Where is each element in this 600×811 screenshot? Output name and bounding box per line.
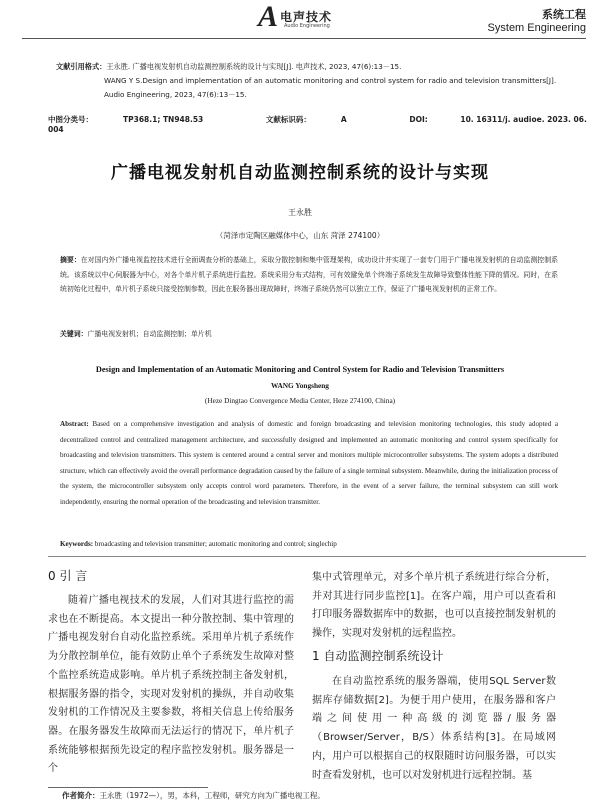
- keywords-cn: [60, 328, 558, 338]
- doi-value: 10. 16311/j. audioe. 2023. 06. 004: [48, 115, 587, 134]
- author-en: WANG Yongsheng: [271, 381, 329, 390]
- abstract-en: [60, 417, 558, 511]
- keywords-en-text: broadcasting and television transmitter; automatic monitoring and control; singlechip: [94, 540, 337, 548]
- abstract-en-text: Based on a comprehensive investigation and analysis of domestic and foreign broadcasting and television monitoring technologies, this study adopted a decentralized control and centralized management architecture, and successfully designed and implemented an automatic monitoring and control system specifically for broadcasting and television transmitters. This system is centered around a central server and monitors multiple microcontroller subsystems. The system adopts a distributed structure, which can effectively avoid the overall performance degradation caused by the failure of a single terminal subsystem. Meanwhile, during the initialization process of the system, the microcontroller subsystem only accepts control word parameters. Therefore, in the event of a server failure, the terminal subsystem can still work independently, ensuring the normal operation of the broadcasting and television transmitter.: [60, 420, 558, 506]
- divider: [48, 556, 586, 557]
- journal-logo: [258, 0, 348, 33]
- affiliation-en: (Heze Dingtao Convergence Media Center, Heze 274100, China): [204, 396, 396, 405]
- abstract-en-label: Abstract:: [60, 420, 89, 428]
- keywords-cn-label: 关键词：: [60, 330, 88, 338]
- body-right-top: [312, 569, 556, 644]
- citation-label: 文献引用格式：: [56, 62, 107, 71]
- doc-code: A: [340, 115, 347, 124]
- affiliation-cn: （菏泽市定陶区融媒体中心，山东 菏泽 274100）: [215, 231, 385, 240]
- citation-cn: 王永胜. 广播电视发射机自动监测控制系统的设计与实现[J]. 电声技术, 2023, 47(6):13－15.: [106, 62, 402, 71]
- body-left-column: [48, 592, 294, 779]
- citation-en-1: WANG Y S.Design and implementation of an automatic monitoring and control system for radio and television transmitters[J].: [104, 76, 557, 85]
- section-en: System Engineering: [487, 22, 586, 34]
- abstract-cn-text: 在对国内外广播电视监控技术进行全面调查分析的基础上，采取分散控制和集中管理架构，成功设计并实现了一套专门用于广播电视发射机的自动监测控制系统。该系统以中心伺服器为中心，对各个单片机子系统进行监控。系统采用分布式结构，可有效避免单个终端子系统发生故障导致整体性能下降的情况。同时，在系统初始化过程中，单片机子系统只接受控制参数，因此在服务器出现故障时，终端子系统仍然可以独立工作，保证了广播电视发射机的正常工作。: [60, 256, 559, 293]
- title-en: Design and Implementation of an Automatic Monitoring and Control System for Radio and Television Transmitters: [95, 365, 505, 374]
- body-right-bottom: [312, 673, 556, 785]
- logo-subtitle: Audio Engineering: [284, 23, 330, 29]
- section-0-text: 随着广播电视技术的发展，人们对其进行监控的需求也在不断提高。本文提出一种分散控制、集中管理的广播电视发射台自动化监控系统。采用单片机子系统作为分散控制单位，能有效防止单个子系统发生故障对整个监控系统造成影响。单片机子系统控制主备发射机，根据服务器的指令，实现对发射机的操纵，并自动收集发射机的工作情况及主要参数，将相关信息上传给服务器。在服务器发生故障而无法运行的情况下，单片机子系统能够根据预先设定的程序监控发射机。服务器是一个: [48, 595, 294, 775]
- doc-code-label: 文献标识码：: [265, 115, 311, 124]
- classification-row: [48, 114, 600, 134]
- keywords-en-label: Keywords:: [60, 540, 94, 548]
- footnote-rule: [48, 787, 208, 788]
- footnote: [62, 790, 325, 801]
- keywords-en: [60, 540, 558, 548]
- section-0-heading: 0 引 言: [48, 569, 88, 583]
- doi-label: DOI:: [409, 115, 428, 124]
- citation-block: [56, 60, 566, 102]
- section-heading: [488, 6, 586, 34]
- footnote-text: 王永胜（1972—），男，本科，工程师，研究方向为广播电视工程。: [99, 791, 325, 800]
- abstract-cn: [60, 253, 558, 297]
- logo-text: 电声技术: [280, 10, 333, 24]
- logo-letter: A: [258, 0, 279, 33]
- header-rule: [22, 38, 586, 39]
- abstract-cn-label: 摘要：: [60, 256, 81, 264]
- section-1-text: 在自动监控系统的服务器端，使用SQL Server数据库存储数据[2]。为便于用户使用，在服务器和客户端之间使用一种高级的浏览器/服务器（Browser/Server，B/S）体系结构[3]。在局域网内，用户可以根据自己的权限随时访问服务器，可以实时查看发射机，也可以对发射机进行远程控制。基: [312, 676, 556, 781]
- keywords-cn-text: 广播电视发射机；自动监测控制；单片机: [87, 330, 212, 338]
- clc-code: TP368.1; TN948.53: [123, 115, 204, 124]
- page-title: 广播电视发射机自动监测控制系统的设计与实现: [111, 163, 489, 183]
- clc-label: 中图分类号：: [48, 115, 93, 124]
- right-text-1: 集中式管理单元，对多个单片机子系统进行综合分析，并对其进行同步监控[1]。在客户端，用户可以查看和打印服务器数据库中的数据，也可以直接控制发射机的操作，实现对发射机的远程监控。: [312, 572, 556, 640]
- author-cn: 王永胜: [288, 208, 312, 217]
- citation-en-2: Audio Engineering, 2023, 47(6):13－15.: [104, 90, 247, 99]
- footnote-label: 作者简介：: [62, 791, 100, 800]
- section-cn: 系统工程: [542, 8, 586, 21]
- section-1-heading: 1 自动监测控制系统设计: [312, 649, 444, 663]
